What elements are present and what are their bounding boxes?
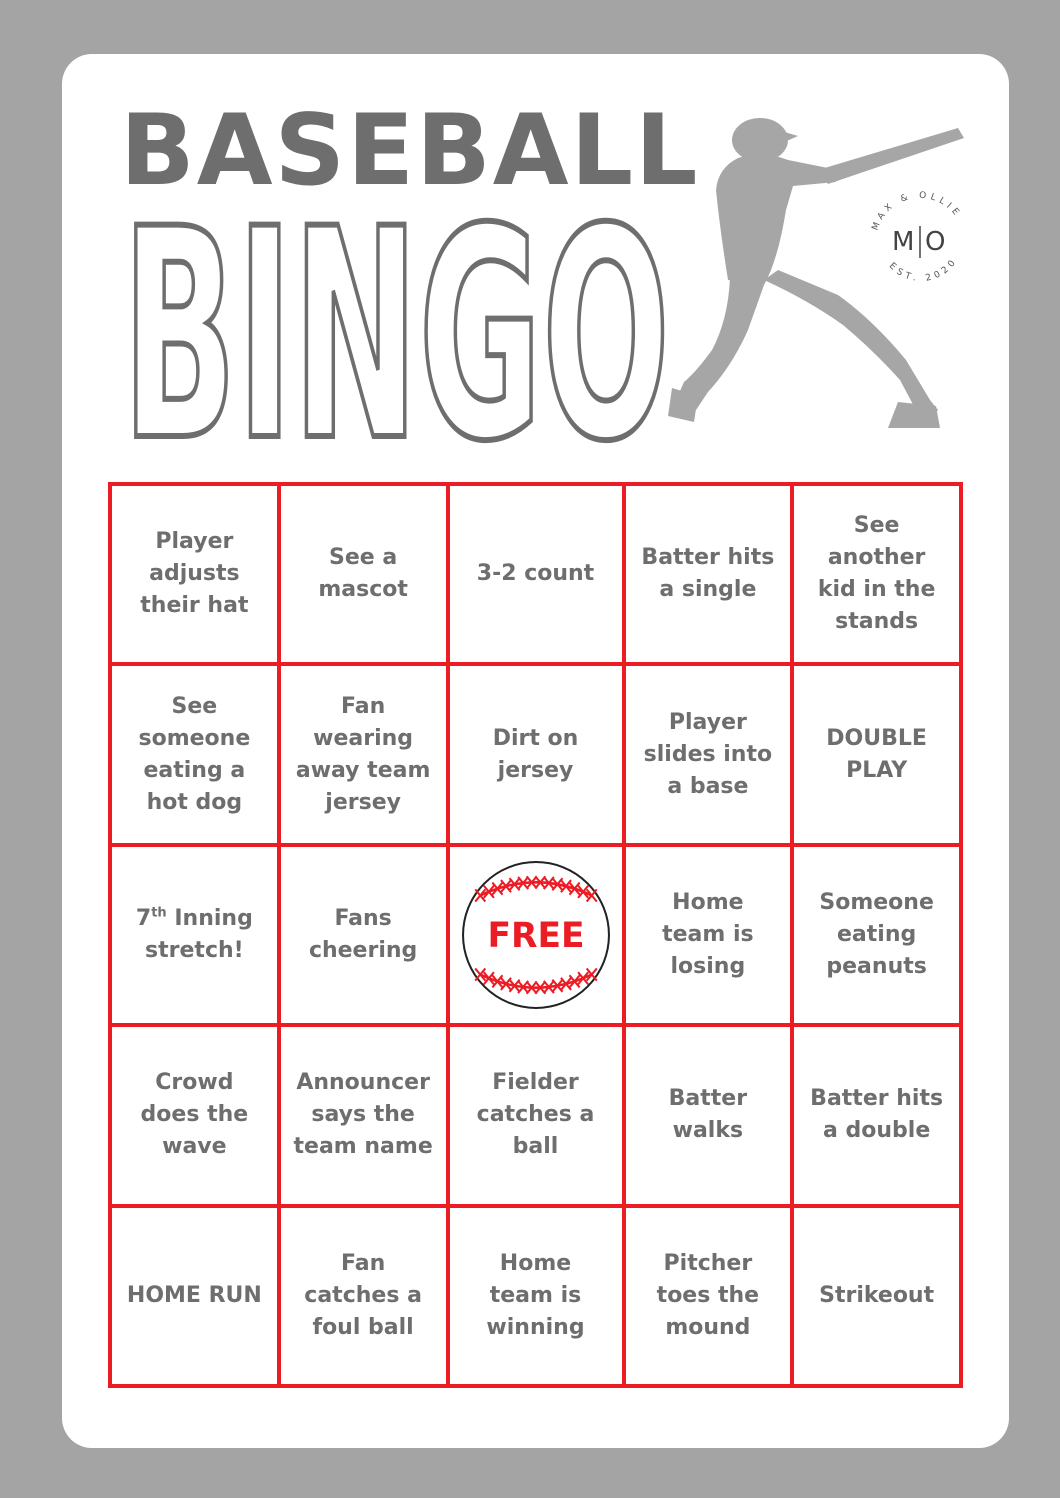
title-baseball: BASEBALL — [120, 94, 700, 208]
bingo-cell[interactable] — [792, 845, 961, 1025]
bingo-cell[interactable] — [279, 845, 448, 1025]
bingo-cell[interactable] — [448, 1206, 624, 1386]
brand-logo — [858, 180, 983, 305]
free-label: FREE — [486, 916, 585, 957]
bingo-cell-label: Home team is losing — [662, 889, 754, 979]
bingo-cell[interactable] — [279, 484, 448, 664]
svg-text:EST. 2020 — [887, 256, 960, 284]
bingo-cell[interactable] — [448, 664, 624, 844]
bingo-cell-label: Batter walks — [668, 1086, 748, 1144]
bingo-cell-label: 3-2 count — [476, 561, 595, 587]
bingo-cell-label: Fielder catches a ball — [476, 1070, 595, 1160]
bingo-cell[interactable] — [624, 1206, 793, 1386]
bingo-cell-label: See a mascot — [318, 545, 408, 603]
bingo-cell-label: See someone eating a hot dog — [138, 693, 251, 815]
title-bingo — [118, 200, 678, 450]
bingo-grid — [108, 482, 963, 1388]
bingo-cell-label: Pitcher toes the mound — [656, 1250, 760, 1340]
baseball-free-icon — [460, 859, 612, 1011]
bingo-cell-label: Batter hits a single — [641, 545, 775, 603]
logo-bottom-text: EST. 2020 — [886, 255, 961, 284]
bingo-cell-label: Home team is winning — [486, 1250, 585, 1340]
logo-monogram-o: O — [925, 227, 946, 257]
bingo-cell[interactable] — [448, 1025, 624, 1205]
bingo-cell[interactable] — [448, 484, 624, 664]
bingo-cell[interactable] — [110, 845, 279, 1025]
bingo-cell-label: Fan wearing away team jersey — [295, 693, 431, 815]
bingo-cell-label: DOUBLE PLAY — [826, 725, 927, 783]
bingo-cell[interactable] — [792, 1025, 961, 1205]
bingo-cell[interactable] — [110, 664, 279, 844]
bingo-cell[interactable] — [792, 484, 961, 664]
bingo-cell[interactable] — [624, 664, 793, 844]
bingo-cell-label: Strikeout — [819, 1282, 935, 1308]
bingo-cell-label: HOME RUN — [126, 1282, 262, 1308]
bingo-cell[interactable] — [279, 1025, 448, 1205]
bingo-cell[interactable] — [279, 664, 448, 844]
bingo-cell[interactable] — [279, 1206, 448, 1386]
bingo-cell[interactable] — [624, 845, 793, 1025]
logo-monogram-m: M — [892, 227, 915, 257]
bingo-cell-label: Batter hits a double — [810, 1086, 944, 1144]
bingo-cell[interactable] — [624, 484, 793, 664]
bingo-cell[interactable] — [110, 484, 279, 664]
logo-top-text: MAX & OLLIE — [870, 190, 963, 233]
bingo-cell-label: Player adjusts their hat — [140, 529, 249, 619]
bingo-cell[interactable] — [110, 1025, 279, 1205]
bingo-cell[interactable] — [792, 664, 961, 844]
bingo-cell-label: Player slides into a base — [643, 709, 773, 799]
bingo-cell-label: 7th Inning stretch! — [135, 905, 253, 963]
bingo-cell-label: Fans cheering — [308, 905, 418, 963]
bingo-cell-label: Crowd does the wave — [140, 1070, 249, 1160]
bingo-cell-label: Fan catches a foul ball — [304, 1250, 422, 1340]
bingo-cell-label: Someone eating peanuts — [819, 889, 934, 979]
bingo-cell[interactable] — [624, 1025, 793, 1205]
bingo-cell[interactable] — [792, 1206, 961, 1386]
bingo-cell-label: Announcer says the team name — [293, 1070, 433, 1160]
bingo-cell-label: Dirt on jersey — [492, 725, 579, 783]
bingo-cell-label: See another kid in the stands — [817, 513, 936, 635]
bingo-cell[interactable] — [110, 1206, 279, 1386]
svg-text:MAX & OLLIE — [871, 191, 963, 232]
title-bingo-text: BINGO — [122, 200, 670, 450]
bingo-cell[interactable] — [448, 845, 624, 1025]
